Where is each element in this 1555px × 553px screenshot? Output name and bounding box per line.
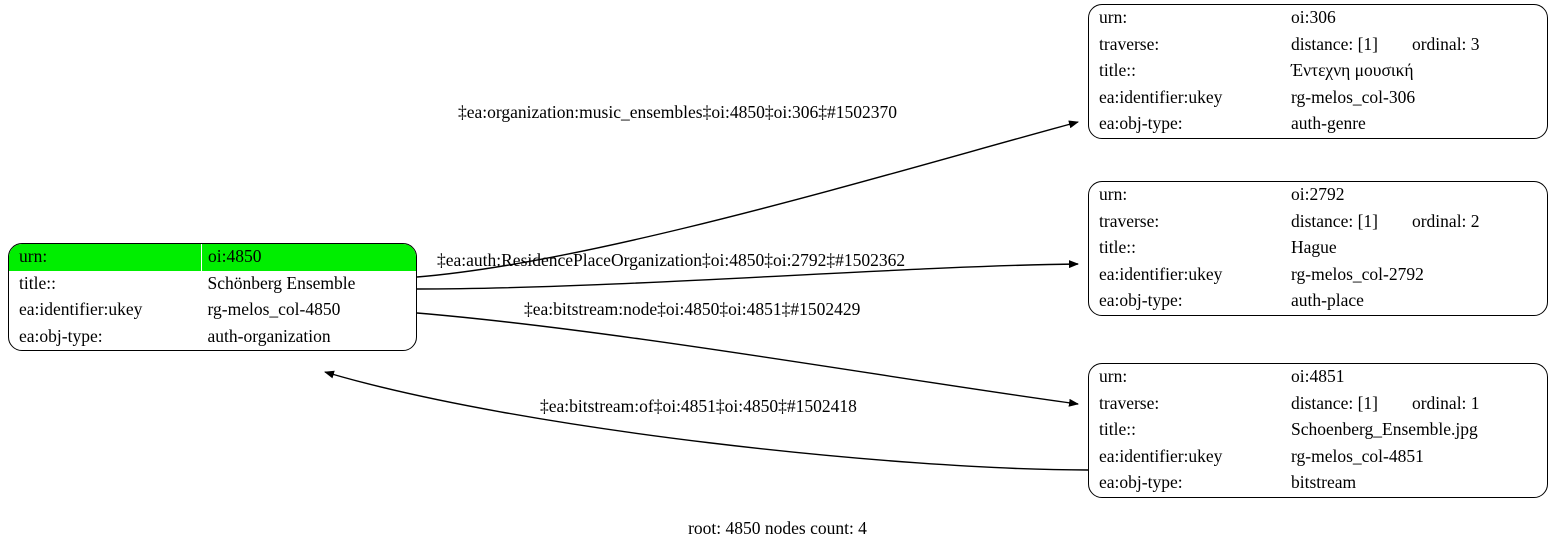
table-row [9,271,416,298]
table-row [9,244,416,271]
row-value: Hague [1291,237,1337,257]
row-value: rg-melos_col-4850 [207,299,341,319]
table-row [1089,470,1547,497]
node-oi-2792[interactable] [1088,181,1548,316]
node-oi-4850[interactable] [8,243,417,351]
row-value: rg-melos_col-306 [1291,86,1416,107]
row-key: title:: [19,272,56,293]
node-oi-4851[interactable] [1088,363,1548,498]
table-row [1089,111,1547,138]
table-row [1089,58,1547,85]
row-value [1285,209,1547,236]
row-value: auth-place [1291,290,1364,310]
traverse-distance: distance: [1] [1291,210,1378,231]
table-row [1089,32,1547,59]
row-key: ea:identifier:ukey [19,299,143,319]
row-value: oi:4850 [202,244,417,271]
row-key: ea:obj-type: [19,325,103,346]
node-oi-306[interactable] [1088,4,1548,139]
edge-label-bitstream-node: ‡ea:bitstream:node‡oi:4850‡oi:4851‡#1502429 [524,299,861,319]
row-value: rg-melos_col-4851 [1291,445,1424,466]
row-value: Schoenberg_Ensemble.jpg [1291,419,1478,439]
table-row [1089,417,1547,444]
table-row [1089,209,1547,236]
row-key: ea:obj-type: [1099,290,1183,310]
table-row [1089,262,1547,289]
row-value: auth-genre [1291,113,1366,133]
row-value: bitstream [1291,472,1357,492]
edge-label-organization-music-ensembles: ‡ea:organization:music_ensembles‡oi:4850‡oi:306‡#1502370 [458,102,898,122]
graph-footer-caption: root: 4850 nodes count: 4 [688,518,867,538]
row-key: traverse: [1099,210,1160,231]
traverse-ordinal: ordinal: 1 [1411,392,1480,413]
table-row [9,297,416,324]
traverse-ordinal: ordinal: 2 [1411,210,1480,231]
table-row [9,324,416,351]
table-row [1089,444,1547,471]
table-row [1089,364,1547,391]
edge-label-auth-residence-place-organization: ‡ea:auth:ResidencePlaceOrganization‡oi:4850‡oi:2792‡#1502362 [437,250,906,270]
row-value: Schönberg Ensemble [207,272,356,293]
traverse-distance: distance: [1] [1291,33,1378,54]
row-value: oi:4851 [1291,366,1345,386]
row-key: urn: [1099,366,1128,386]
table-row [1089,288,1547,315]
row-value: rg-melos_col-2792 [1291,263,1424,284]
row-value: Έντεχνη μουσική [1291,60,1414,80]
row-key: ea:identifier:ukey [1099,445,1223,466]
row-value [1285,391,1547,418]
row-key: title:: [1099,237,1136,257]
row-key: traverse: [1099,392,1160,413]
row-key: urn: [1099,184,1128,204]
traverse-distance: distance: [1] [1291,392,1378,413]
row-key: title:: [1099,419,1136,439]
table-row [1089,85,1547,112]
row-key: ea:obj-type: [1099,113,1183,133]
traverse-ordinal: ordinal: 3 [1411,33,1480,54]
edge-bitstream-node [417,313,1078,404]
edge-bitstream-of [325,372,1088,470]
row-value: oi:2792 [1291,184,1345,204]
row-key: traverse: [1099,33,1160,54]
table-row [1089,391,1547,418]
row-key: urn: [9,244,202,271]
row-key: ea:identifier:ukey [1099,86,1223,107]
row-value: auth-organization [207,325,331,346]
row-value [1285,32,1547,59]
row-key: ea:obj-type: [1099,472,1183,492]
table-row [1089,5,1547,32]
table-row [1089,182,1547,209]
edge-label-bitstream-of: ‡ea:bitstream:of‡oi:4851‡oi:4850‡#1502418 [540,396,857,416]
row-key: title:: [1099,60,1136,80]
row-key: ea:identifier:ukey [1099,263,1223,284]
row-value: oi:306 [1291,7,1336,27]
row-key: urn: [1099,7,1128,27]
table-row [1089,235,1547,262]
